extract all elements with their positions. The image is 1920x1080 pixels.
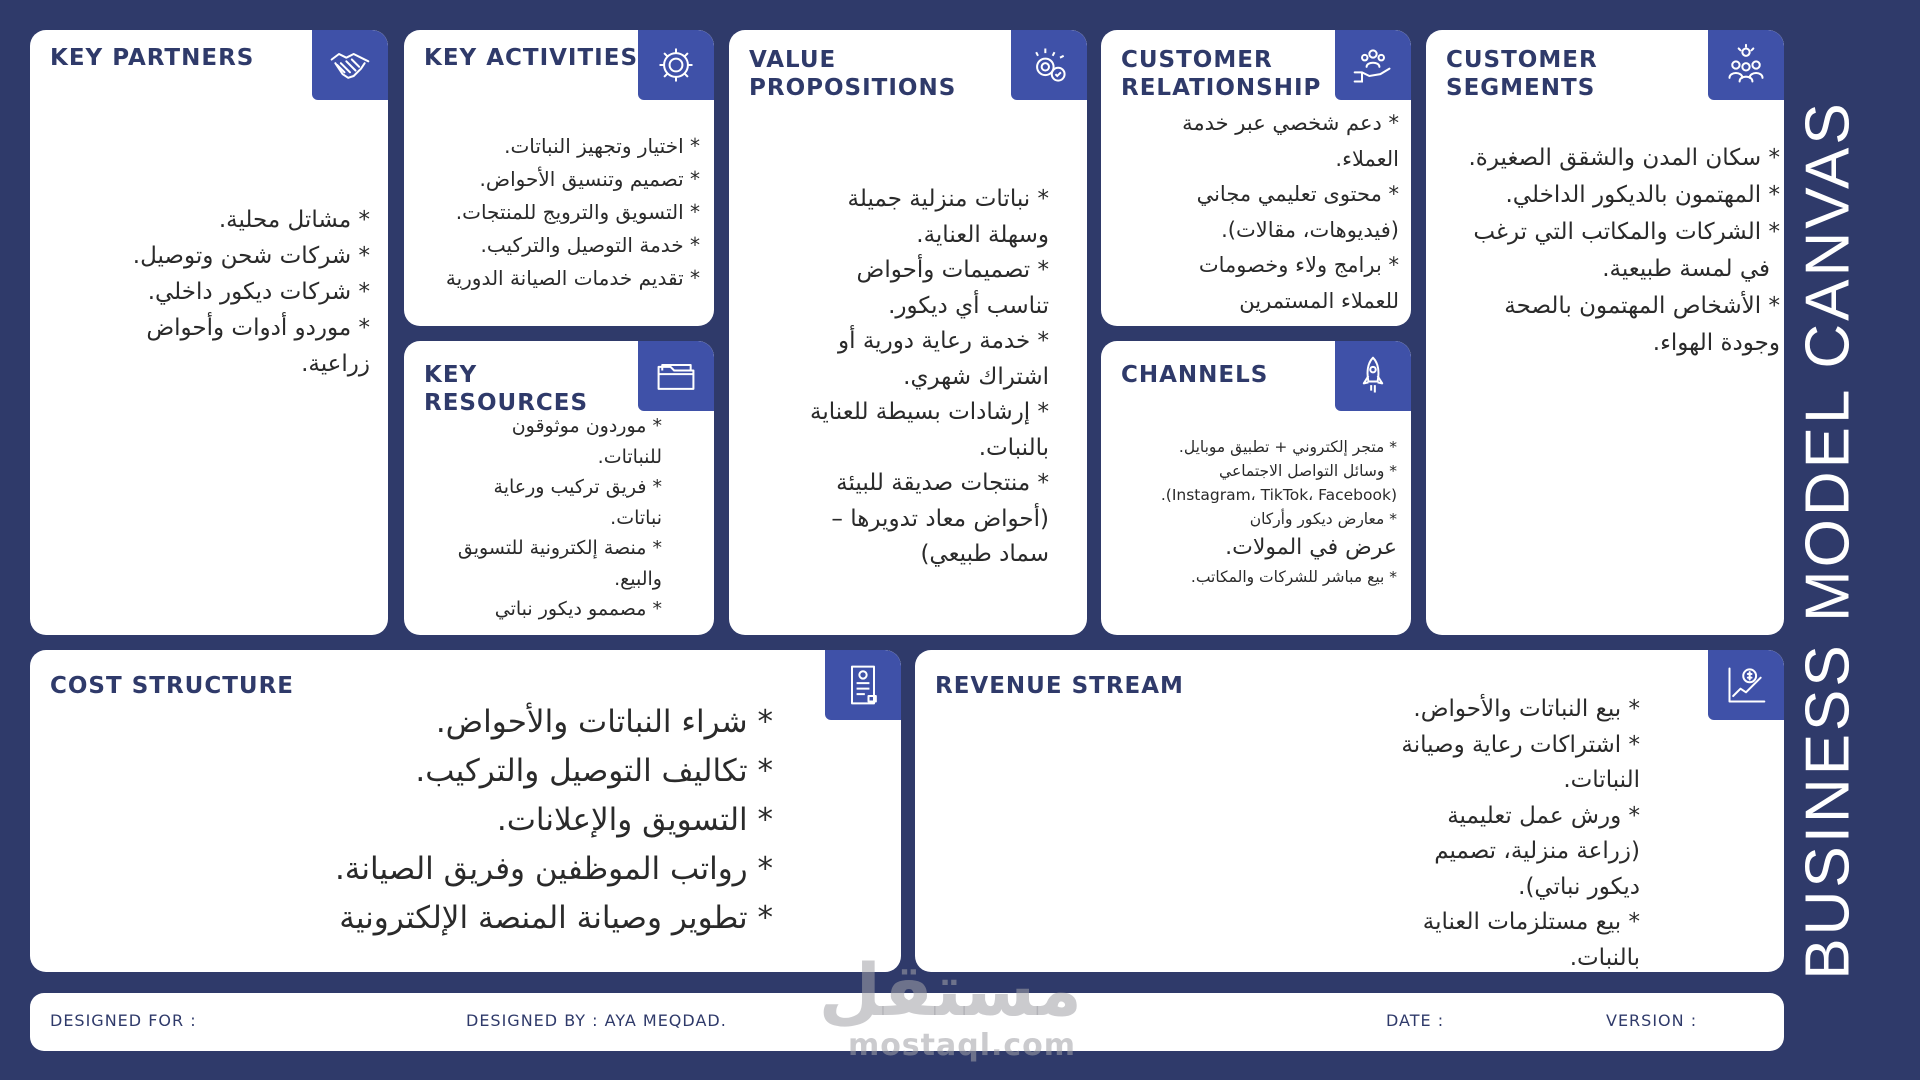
list-item: اشتراك شهري.: [903, 363, 1049, 390]
list-item: * مصممو ديكور نباتي: [494, 598, 662, 620]
list-item: * بيع مباشر للشركات والمكاتب.: [1190, 568, 1397, 586]
customer-segments-title-line2: SEGMENTS: [1446, 75, 1596, 101]
watermark-arabic: مستقل: [818, 948, 1082, 1032]
date-label: DATE :: [1386, 1011, 1445, 1030]
designed-for-label: DESIGNED FOR :: [50, 1011, 197, 1030]
list-item: * تطوير وصيانة المنصة الإلكترونية: [339, 900, 773, 936]
list-item: ديكور نباتي).: [1518, 873, 1640, 900]
list-item: * محتوى تعليمي مجاني: [1196, 182, 1399, 206]
customer-relationship-title-line2: RELATIONSHIP: [1121, 75, 1322, 101]
list-item: * نباتات منزلية جميلة: [847, 186, 1049, 212]
list-item: زراعية.: [301, 351, 370, 377]
key-partners-card: [30, 30, 388, 635]
key-partners-title: KEY PARTNERS: [50, 45, 255, 71]
customer-segments-list: [1430, 140, 1780, 362]
list-item: * منصة إلكترونية للتسويق: [457, 537, 662, 559]
channels-card: [1101, 341, 1411, 635]
key-resources-title-line2: RESOURCES: [424, 390, 589, 416]
key-resources-icon-box: [638, 341, 714, 411]
list-item: بالنبات.: [978, 434, 1049, 461]
list-item: * شركات شحن وتوصيل.: [132, 243, 370, 269]
list-item: * منتجات صديقة للبيئة: [836, 470, 1049, 496]
people-hand-icon: [1351, 43, 1395, 87]
list-item: نباتات.: [610, 506, 662, 529]
list-item: والبيع.: [614, 567, 662, 590]
customer-relationship-icon-box: [1335, 30, 1411, 100]
list-item: (فيديوهات، مقالات).: [1221, 217, 1399, 242]
list-item: * تصميم وتنسيق الأحواض.: [479, 167, 700, 191]
list-item: النباتات.: [1563, 767, 1640, 793]
list-item: * فريق تركيب ورعاية: [493, 476, 662, 498]
customer-segments-title-line1: CUSTOMER: [1446, 47, 1598, 73]
value-propositions-title: [749, 46, 956, 102]
value-propositions-title-line1: VALUE: [749, 47, 837, 73]
list-item: وسهلة العناية.: [916, 221, 1049, 248]
list-item: * برامج ولاء وخصومات: [1198, 253, 1399, 277]
list-item: * موردون موثوقون: [511, 415, 662, 437]
list-item: * الشركات والمكاتب التي ترغب: [1473, 219, 1780, 245]
customer-relationship-title: [1121, 46, 1321, 102]
key-activities-icon-box: [638, 30, 714, 100]
list-item: العملاء.: [1335, 146, 1399, 171]
list-item: * الأشخاص المهتمون بالصحة: [1504, 293, 1780, 319]
cost-structure-list: [73, 698, 773, 943]
group-idea-icon: [1724, 43, 1768, 87]
watermark-latin: mostaql.com: [847, 1028, 1077, 1063]
list-item: * شركات ديكور داخلي.: [147, 279, 370, 305]
list-item: * خدمة رعاية دورية أو: [838, 328, 1049, 354]
key-partners-icon-box: [312, 30, 388, 100]
handshake-icon: [328, 43, 372, 87]
customer-relationship-card: [1101, 30, 1411, 326]
revenue-stream-list: [1280, 692, 1640, 972]
list-item: للعملاء المستمرين: [1239, 288, 1399, 313]
list-item: (زراعة منزلية، تصميم: [1434, 838, 1640, 864]
receipt-icon: [841, 663, 885, 707]
rocket-icon: [1351, 354, 1395, 398]
list-item: (Instagram، TikTok، Facebook).: [1160, 486, 1397, 504]
customer-relationship-title-line1: CUSTOMER: [1121, 47, 1273, 73]
key-activities-list: [410, 130, 700, 295]
list-item: * شراء النباتات والأحواض.: [435, 704, 773, 740]
list-item: * اشتراكات رعاية وصيانة: [1401, 731, 1640, 758]
key-activities-card: [404, 30, 714, 326]
list-item: * سكان المدن والشقق الصغيرة.: [1468, 145, 1780, 171]
channels-icon-box: [1335, 341, 1411, 411]
list-item: * وسائل التواصل الاجتماعي: [1219, 462, 1397, 480]
list-item: * التسويق والترويج للمنتجات.: [455, 200, 700, 224]
list-item: عرض في المولات.: [1225, 535, 1397, 560]
customer-segments-card: [1426, 30, 1784, 635]
designed-by-label: DESIGNED BY : AYA MEQDAD.: [466, 1011, 727, 1030]
list-item: * التسويق والإعلانات.: [496, 802, 773, 838]
list-item: * رواتب الموظفين وفريق الصيانة.: [334, 851, 773, 887]
list-item: تناسب أي ديكور.: [888, 292, 1049, 319]
list-item: بالنبات.: [1569, 944, 1640, 971]
value-propositions-icon-box: [1011, 30, 1087, 100]
list-item: * إرشادات بسيطة للعناية: [810, 399, 1049, 425]
revenue-chart-icon: [1724, 663, 1768, 707]
key-resources-list: [412, 411, 662, 625]
list-item: * تصميمات وأحواض: [856, 257, 1049, 283]
customer-segments-icon-box: [1708, 30, 1784, 100]
list-item: * بيع النباتات والأحواض.: [1413, 696, 1640, 722]
channels-list: [1107, 435, 1397, 589]
customer-relationship-list: [1109, 106, 1399, 319]
list-item: وجودة الهواء.: [1652, 330, 1780, 356]
list-item: * خدمة التوصيل والتركيب.: [480, 233, 700, 257]
list-item: * ورش عمل تعليمية: [1447, 802, 1640, 829]
channels-title: CHANNELS: [1121, 362, 1269, 388]
list-item: * المهتمون بالديكور الداخلي.: [1505, 182, 1780, 208]
list-item: * اختيار وتجهيز النباتات.: [504, 134, 700, 158]
list-item: * موردو أدوات وأحواض: [146, 315, 370, 341]
revenue-stream-icon-box: [1708, 650, 1784, 720]
key-partners-list: [40, 202, 370, 382]
key-activities-title: KEY ACTIVITIES: [424, 45, 639, 71]
list-item: * متجر إلكتروني + تطبيق موبايل.: [1178, 438, 1397, 456]
key-resources-title: [424, 361, 588, 417]
version-label: VERSION :: [1606, 1011, 1698, 1030]
list-item: للنباتات.: [597, 445, 662, 468]
list-item: (أحواض معاد تدويرها –: [831, 505, 1049, 532]
list-item: سماد طبيعي): [920, 541, 1049, 567]
cost-structure-card: [30, 650, 901, 972]
list-item: * تقديم خدمات الصيانة الدورية: [445, 266, 700, 290]
list-item: * تكاليف التوصيل والتركيب.: [415, 753, 773, 789]
value-propositions-title-line2: PROPOSITIONS: [749, 75, 957, 101]
canvas-title-text: BUSINESS MODEL CANVAS: [1793, 100, 1863, 980]
list-item: * مشاتل محلية.: [218, 207, 370, 233]
list-item: في لمسة طبيعية.: [1602, 256, 1770, 282]
cost-structure-title: COST STRUCTURE: [50, 673, 294, 699]
customer-segments-title: [1446, 46, 1598, 102]
value-propositions-list: [739, 182, 1049, 573]
value-propositions-card: [729, 30, 1087, 635]
revenue-stream-title: REVENUE STREAM: [935, 673, 1184, 699]
revenue-stream-card: [915, 650, 1784, 972]
list-item: * دعم شخصي عبر خدمة: [1182, 111, 1399, 135]
gear-icon: [654, 43, 698, 87]
cost-structure-icon-box: [825, 650, 901, 720]
key-resources-card: [404, 341, 714, 635]
value-gear-icon: [1027, 43, 1071, 87]
list-item: * معارض ديكور وأركان: [1249, 510, 1397, 528]
list-item: * بيع مستلزمات العناية: [1422, 909, 1640, 935]
footer-bar: [30, 993, 1784, 1051]
key-resources-title-line1: KEY: [424, 362, 478, 388]
folder-icon: [654, 354, 698, 398]
